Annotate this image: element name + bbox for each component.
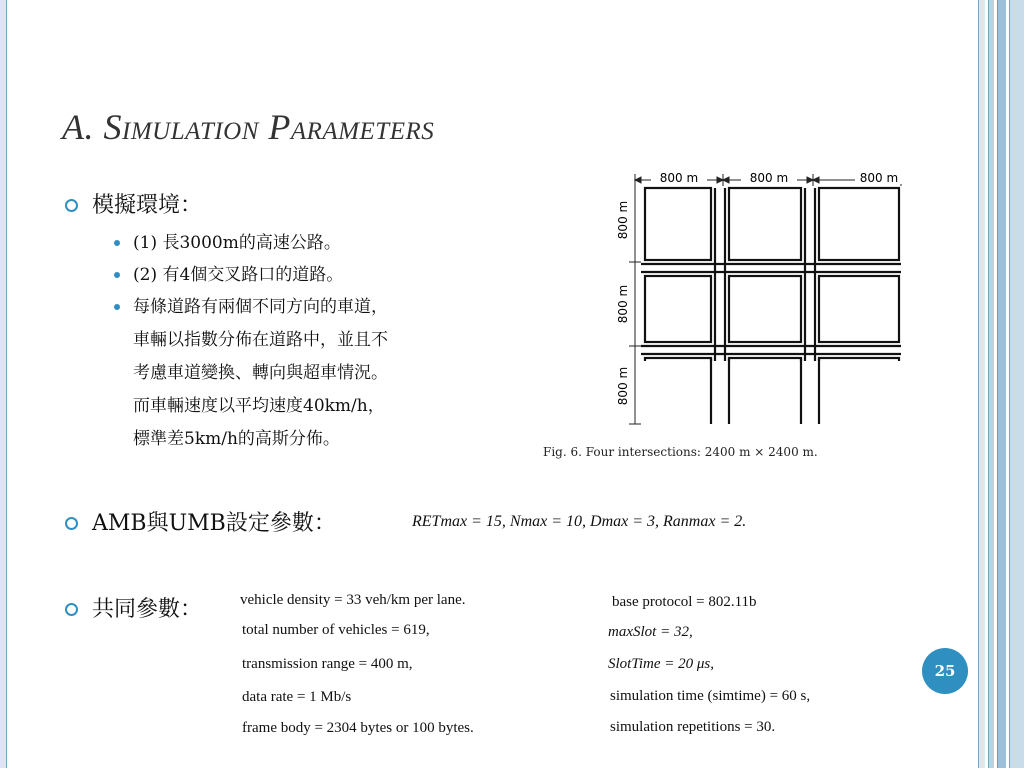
slide-title: A. Simulation Parameters <box>62 107 435 147</box>
intersection-grid-figure <box>605 166 905 436</box>
common-param: maxSlot = 32, <box>608 624 693 640</box>
bullet-ring-icon <box>65 517 78 530</box>
environment-item: (2) 有4個交叉路口的道路。 <box>133 265 344 285</box>
common-param: frame body = 2304 bytes or 100 bytes. <box>242 720 474 736</box>
bullet-dot-icon <box>114 240 120 246</box>
common-param: total number of vehicles = 619, <box>242 622 430 638</box>
dimension-label: 800 m <box>659 171 699 185</box>
common-param: base protocol = 802.11b <box>612 594 757 610</box>
common-param: vehicle density = 33 veh/km per lane. <box>240 592 466 608</box>
environment-item: (1) 長3000m的高速公路。 <box>133 233 341 253</box>
environment-item-line: 而車輛速度以平均速度40km/h， <box>133 396 385 416</box>
bullet-dot-icon <box>114 272 120 278</box>
bullet-dot-icon <box>114 304 120 310</box>
section-heading-amb-umb: AMB與UMB設定參數： <box>92 511 336 536</box>
dimension-label: 800 m <box>616 284 630 324</box>
section-heading-common: 共同參數： <box>92 597 203 622</box>
right-frame-stripe <box>1009 0 1024 768</box>
left-frame-border <box>0 0 7 768</box>
environment-item-line: 車輛以指數分佈在道路中，並且不 <box>133 330 388 350</box>
figure-caption: Fig. 6. Four intersections: 2400 m × 2400 m. <box>543 445 818 459</box>
right-frame-stripe <box>997 0 1006 768</box>
common-param: transmission range = 400 m, <box>242 656 413 672</box>
section-heading-environment: 模擬環境： <box>92 193 203 218</box>
right-frame-stripe <box>978 0 985 768</box>
common-param: simulation repetitions = 30. <box>610 719 776 735</box>
page-number-badge: 25 <box>922 648 968 694</box>
environment-item-line: 標準差5km/h的高斯分佈。 <box>133 429 340 449</box>
dimension-label: 800 m <box>616 366 630 406</box>
dimension-label: 800 m <box>749 171 789 185</box>
bullet-ring-icon <box>65 199 78 212</box>
environment-item-line: 考慮車道變換、轉向與超車情況。 <box>133 363 388 383</box>
common-param: data rate = 1 Mb/s <box>242 689 352 705</box>
dimension-label: 800 m <box>616 200 630 240</box>
environment-item-line: 每條道路有兩個不同方向的車道， <box>133 297 388 317</box>
right-frame-stripe <box>988 0 994 768</box>
amb-umb-params: RETmax = 15, Nmax = 10, Dmax = 3, Ranmax = 2. <box>412 513 747 530</box>
common-param: simulation time (simtime) = 60 s, <box>610 688 811 704</box>
dimension-label: 800 m <box>859 171 899 185</box>
bullet-ring-icon <box>65 603 78 616</box>
common-param: SlotTime = 20 μs, <box>608 656 714 672</box>
